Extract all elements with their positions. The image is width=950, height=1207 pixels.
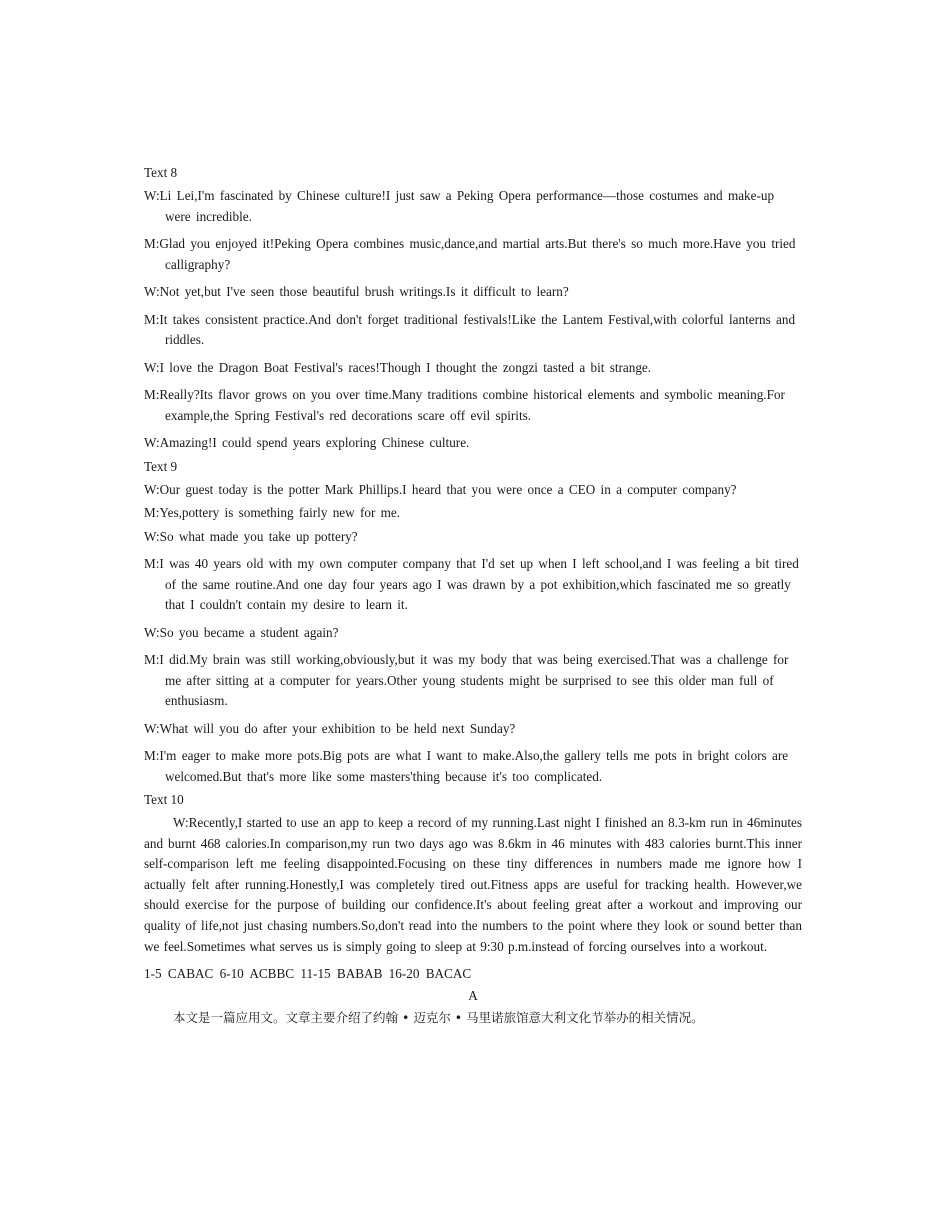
dialogue-line: M:It takes consistent practice.And don't forget traditional festivals!Like the Lantem Festival,with colorful lanterns and riddles. [144,311,796,347]
answer-key: 1-5 CABAC 6-10 ACBBC 11-15 BABAB 16-20 BACAC [144,966,472,982]
text10-heading: Text 10 [144,792,184,807]
text8-heading: Text 8 [144,165,178,180]
dialogue-line: W:Li Lei,I'm fascinated by Chinese culture!I just saw a Peking Opera performance—those costumes and make-up were incredible. [144,188,775,224]
section-label: A [468,988,478,1004]
text9-heading: Text 9 [144,458,178,474]
dialogue-line: W:So you became a student again? [144,624,339,640]
dialogue-line: W:Our guest today is the potter Mark Phillips.I heard that you were once a CEO in a computer company? [144,481,737,497]
dialogue-line: M:Glad you enjoyed it!Peking Opera combines music,dance,and martial arts.But there's so much more.Have you tried calligraphy? [144,236,796,272]
dialogue-line: W:So what made you take up pottery? [144,528,358,544]
dialogue-line: M:Yes,pottery is something fairly new for me. [144,505,401,520]
dialogue-line: M:I did.My brain was still working,obviously,but it was my body that was being exercised.That was a challenge for me after sitting at a computer for years.Other young students might be surprised to see this older man full of enthusiasm. [144,652,789,708]
dialogue-line: W:I love the Dragon Boat Festival's races!Though I thought the zongzi tasted a bit strange. [144,359,652,375]
dialogue-line: W:Not yet,but I've seen those beautiful brush writings.Is it difficult to learn? [144,284,569,299]
dialogue-line: M:I'm eager to make more pots.Big pots are what I want to make.Also,the gallery tells me pots in bright colors are welcomed.But that's more like some masters'thing because it's too complicated. [144,748,789,784]
document-page [144,163,802,1028]
dialogue-line: W:What will you do after your exhibition to be held next Sunday? [144,720,516,736]
dialogue-line: M:I was 40 years old with my own computer company that I'd set up when I left school,and I was feeling a bit tired of the same routine.And one day four years ago I was drawn by a pot exhibition,which fascinated me so greatly that I couldn't contain my desire to learn it. [144,556,799,612]
dialogue-line: M:Really?Its flavor grows on you over time.Many traditions combine historical elements and symbolic meaning.For example,the Spring Festival's red decorations scare off evil spirits. [144,387,785,423]
dialogue-line: W:Amazing!I could spend years exploring Chinese culture. [144,435,470,450]
monologue-paragraph: W:Recently,I started to use an app to keep a record of my running.Last night I finished an 8.3-km run in 46minutes and burnt 468 calories.In comparison,my run two days ago was 8.6km in 46 minutes with 483 calories burnt.This inner self-comparison left me feeling disappointed.Focusing on these tiny differences in numbers made me ignore how I actually felt after running.Honestly,I was completely tired out.Fitness apps are useful for tracking health. However,we should exercise for the purpose of building our confidence.It's about feeling great after a workout and improving our quality of life,not just chasing numbers.So,don't read into the numbers to the point where they look or sound better than we feel.Sometimes what serves us is simply going to sleep at 9:30 p.m.instead of forcing ourselves into a workout. [144,815,802,954]
chinese-summary: 本文是一篇应用文。文章主要介绍了约翰 • 迈克尔 • 马里诺旅馆意大利文化节举办的相关情况。 [173,1010,704,1026]
